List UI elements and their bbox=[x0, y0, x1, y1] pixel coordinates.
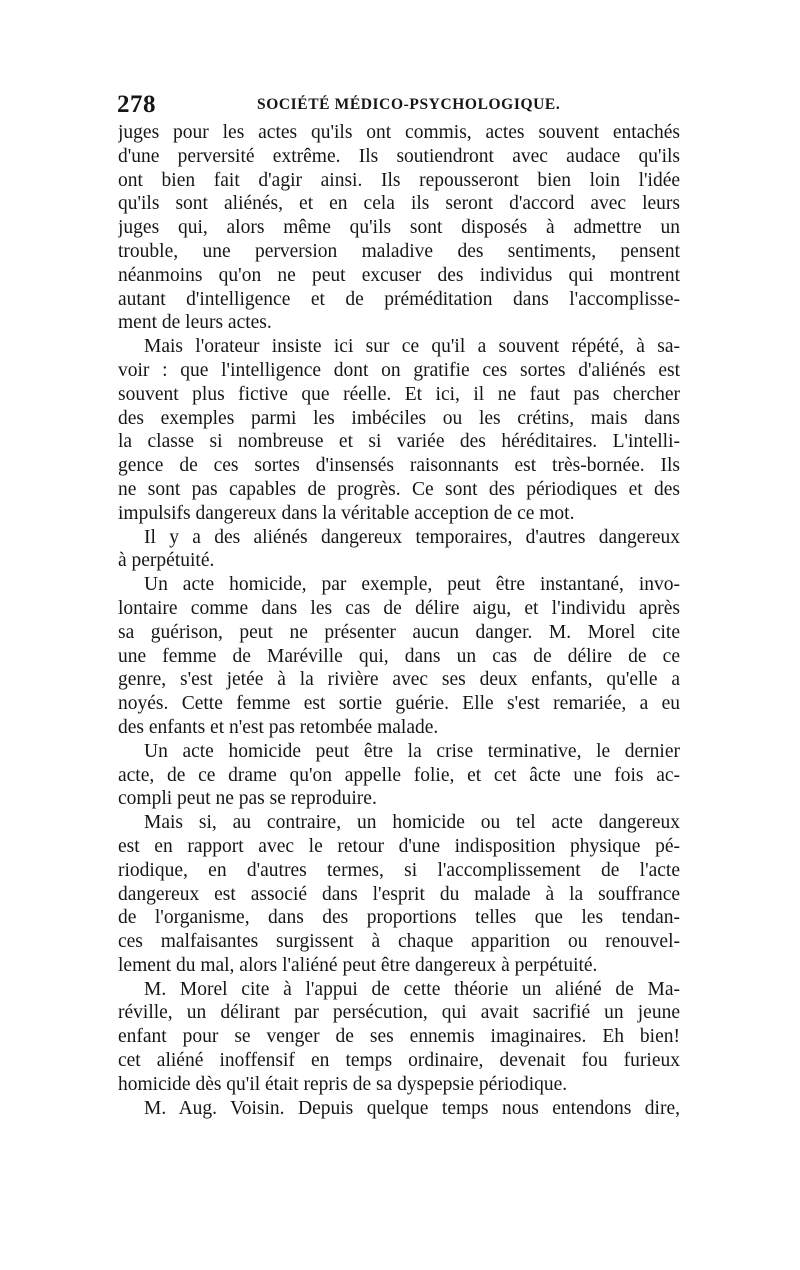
text-line: riodique, en d'autres termes, si l'accomplissement de l'acte bbox=[118, 859, 680, 881]
text-line: voir : que l'intelligence dont on gratifie ces sortes d'aliénés est bbox=[118, 359, 680, 381]
text-line: genre, s'est jetée à la rivière avec ses deux enfants, qu'elle a bbox=[118, 669, 680, 691]
text-line: M. Aug. Voisin. Depuis quelque temps nous entendons dire, bbox=[144, 1097, 680, 1119]
text-line: Un acte homicide, par exemple, peut être instantané, invo- bbox=[144, 574, 680, 596]
text-line: lement du mal, alors l'aliéné peut être dangereux à perpétuité. bbox=[118, 954, 598, 976]
text-line: noyés. Cette femme est sortie guérie. Elle s'est remariée, a eu bbox=[118, 693, 680, 715]
text-line: Il y a des aliénés dangereux temporaires, d'autres dangereux bbox=[144, 526, 680, 548]
text-line: M. Morel cite à l'appui de cette théorie un aliéné de Ma- bbox=[144, 978, 680, 1000]
text-line: compli peut ne pas se reproduire. bbox=[118, 788, 377, 810]
text-line: de l'organisme, dans des proportions telles que les tendan- bbox=[118, 907, 680, 929]
text-line: ne sont pas capables de progrès. Ce sont des périodiques et des bbox=[118, 478, 680, 500]
text-line: à perpétuité. bbox=[118, 550, 215, 572]
text-line: impulsifs dangereux dans la véritable acception de ce mot. bbox=[118, 502, 575, 524]
text-line: enfant pour se venger de ses ennemis imaginaires. Eh bien! bbox=[118, 1026, 680, 1048]
text-line: qu'ils sont aliénés, et en cela ils seront d'accord avec leurs bbox=[118, 193, 680, 215]
text-line: autant d'intelligence et de préméditation dans l'accomplisse- bbox=[118, 288, 680, 310]
text-line: Mais l'orateur insiste ici sur ce qu'il a souvent répété, à sa- bbox=[144, 336, 680, 358]
text-line: juges pour les actes qu'ils ont commis, actes souvent entachés bbox=[118, 122, 680, 143]
text-line: ment de leurs actes. bbox=[118, 312, 272, 334]
text-line: Mais si, au contraire, un homicide ou tel acte dangereux bbox=[144, 812, 680, 834]
page-number: 278 bbox=[117, 91, 156, 118]
text-line: dangereux est associé dans l'esprit du malade à la souffrance bbox=[118, 883, 680, 905]
text-line: souvent plus fictive que réelle. Et ici, il ne faut pas chercher bbox=[118, 383, 680, 405]
text-line: homicide dès qu'il était repris de sa dyspepsie périodique. bbox=[118, 1073, 568, 1095]
page-header bbox=[117, 91, 677, 117]
text-line: acte, de ce drame qu'on appelle folie, et cet âcte une fois ac- bbox=[118, 764, 680, 786]
text-line: d'une perversité extrême. Ils soutiendront avec audace qu'ils bbox=[118, 145, 680, 167]
text-line: néanmoins qu'on ne peut excuser des individus qui montrent bbox=[118, 264, 680, 286]
text-line: Un acte homicide peut être la crise terminative, le dernier bbox=[144, 740, 680, 762]
text-line: gence de ces sortes d'insensés raisonnants est très-bornée. Ils bbox=[118, 455, 680, 477]
text-line: sa guérison, peut ne présenter aucun danger. M. Morel cite bbox=[118, 621, 680, 643]
text-line: lontaire comme dans les cas de délire aigu, et l'individu après bbox=[118, 597, 680, 619]
text-line: cet aliéné inoffensif en temps ordinaire, devenait fou furieux bbox=[118, 1050, 680, 1072]
text-line: ces malfaisantes surgissent à chaque apparition ou renouvel- bbox=[118, 931, 680, 953]
running-title: SOCIÉTÉ MÉDICO-PSYCHOLOGIQUE. bbox=[257, 96, 561, 113]
text-line: réville, un délirant par persécution, qui avait sacrifié un jeune bbox=[118, 1002, 680, 1024]
text-line: une femme de Maréville qui, dans un cas de délire de ce bbox=[118, 645, 680, 667]
text-line: ont bien fait d'agir ainsi. Ils repousseront bien loin l'idée bbox=[118, 169, 680, 191]
text-line: des enfants et n'est pas retombée malade. bbox=[118, 716, 439, 738]
text-line: est en rapport avec le retour d'une indisposition physique pé- bbox=[118, 835, 680, 857]
text-line: trouble, une perversion maladive des sentiments, pensent bbox=[118, 240, 680, 262]
text-line: des exemples parmi les imbéciles ou les crétins, mais dans bbox=[118, 407, 680, 429]
text-line: la classe si nombreuse et si variée des héréditaires. L'intelli- bbox=[118, 431, 680, 453]
text-line: juges qui, alors même qu'ils sont disposés à admettre un bbox=[118, 217, 680, 239]
body-text bbox=[118, 121, 680, 1120]
